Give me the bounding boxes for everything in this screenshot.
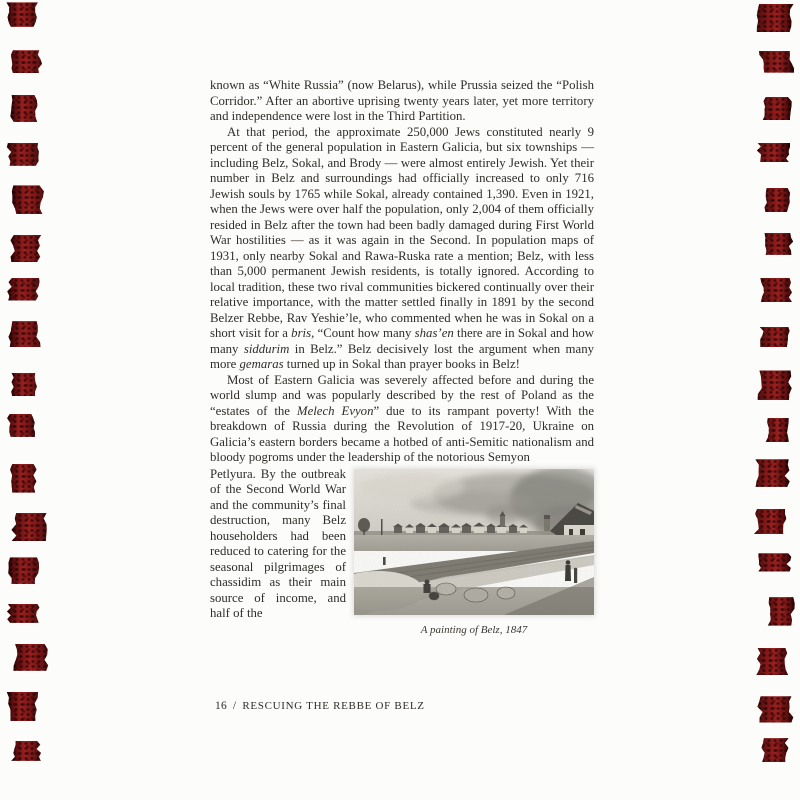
edge-mark (765, 418, 790, 443)
paragraph-wrapped-column: Petlyura. By the outbreak of the Second World War and the community’s final destruction, many Belz householders had been reduced to catering for the seasonal pilgrimages of chassidim as their main source of income, and half of the (210, 466, 346, 620)
edge-mark (764, 188, 791, 212)
edge-mark (755, 648, 790, 675)
edge-mark (12, 644, 49, 671)
edge-mark (6, 143, 39, 166)
page-number: 16 (215, 700, 227, 712)
book-page-text (210, 78, 594, 637)
paragraph-population: At that period, the approximate 250,000 Jews constituted nearly 9 percent of the general population in Eastern Galicia, but six townships — including Belz, Sokal, and Brody — were almost entirely Jewish. Yet their number in Belz and surroundings had officially increased to only 716 Jewish souls by 1765 while Sokal, already contained 1,390. Even in 1921, when the Jews were over half the population, only 2,004 of them officially resided in Belz after the town had been badly damaged during First World War hostilities — as it was again in the Second. In population maps of 1931, only nearby Sokal and Rawa-Ruska rate a mention; Belz, with less than 5,000 permanent Jewish residents, is totally ignored. According to local tradition, these two rival communities bickered continually over their relative importance, with the matter settled finally in 1891 by the second Belzer Rebbe, Rav Yeshie’le, who commented when he was in Sokal on a short visit for a bris, “Count how many shas’en there are in Sokal and how many siddurim in Belz.” Belz decisively lost the argument when many more gemaras turned up in Sokal than prayer books in Belz! (210, 124, 594, 371)
edge-mark (760, 327, 792, 347)
edge-mark (754, 459, 790, 487)
paragraph-continuation: known as “White Russia” (now Belarus), while Prussia seized the “Polish Corridor.” After an abortive uprising twenty years later, yet more territory and independence were lost in the Third Partition. (210, 78, 594, 123)
belz-painting-figure (354, 469, 594, 637)
edge-mark (10, 373, 39, 397)
edge-mark (753, 509, 789, 534)
edge-mark (6, 2, 37, 27)
edge-mark (756, 143, 790, 163)
page-footer (215, 700, 425, 712)
edge-mark (7, 278, 40, 301)
edge-mark (767, 597, 795, 625)
footer-book-title: RESCUING THE REBBE OF BELZ (242, 700, 425, 712)
edge-mark (11, 741, 41, 761)
edge-mark (6, 414, 35, 437)
edge-mark (8, 557, 39, 583)
edge-mark (11, 513, 48, 542)
edge-mark (757, 696, 794, 722)
edge-mark (763, 233, 793, 255)
paragraph-galicia: Most of Eastern Galicia was severely affected before and during the world slump and was popularly described by the rest of Poland as the “estates of the Melech Evyon” due to its rampant poverty! With the breakdown of Russia during the Revolution of 1917-20, Ukraine on Galicia’s eastern borders became a hotbed of anti-Semitic nationalism and bloody pogroms under the leadership of the notorious Semyon (210, 372, 595, 464)
edge-mark (10, 235, 43, 262)
edge-mark (10, 95, 39, 122)
edge-mark (7, 692, 39, 721)
painting-caption: A painting of Belz, 1847 (420, 623, 528, 636)
edge-mark (757, 553, 791, 571)
edge-mark (8, 50, 43, 73)
edge-mark (756, 4, 794, 33)
edge-mark (8, 464, 37, 493)
book-edge-right (740, 0, 800, 800)
edge-mark (6, 604, 40, 623)
belz-painting-image (354, 469, 594, 615)
text-and-painting-row (210, 467, 594, 637)
footer-separator: / (232, 700, 237, 712)
edge-mark (756, 370, 793, 399)
book-edge-left (0, 0, 60, 800)
edge-mark (762, 97, 793, 120)
edge-mark (759, 51, 795, 73)
edge-mark (760, 738, 788, 762)
edge-mark (760, 278, 795, 303)
edge-mark (11, 185, 45, 214)
edge-mark (8, 321, 42, 347)
